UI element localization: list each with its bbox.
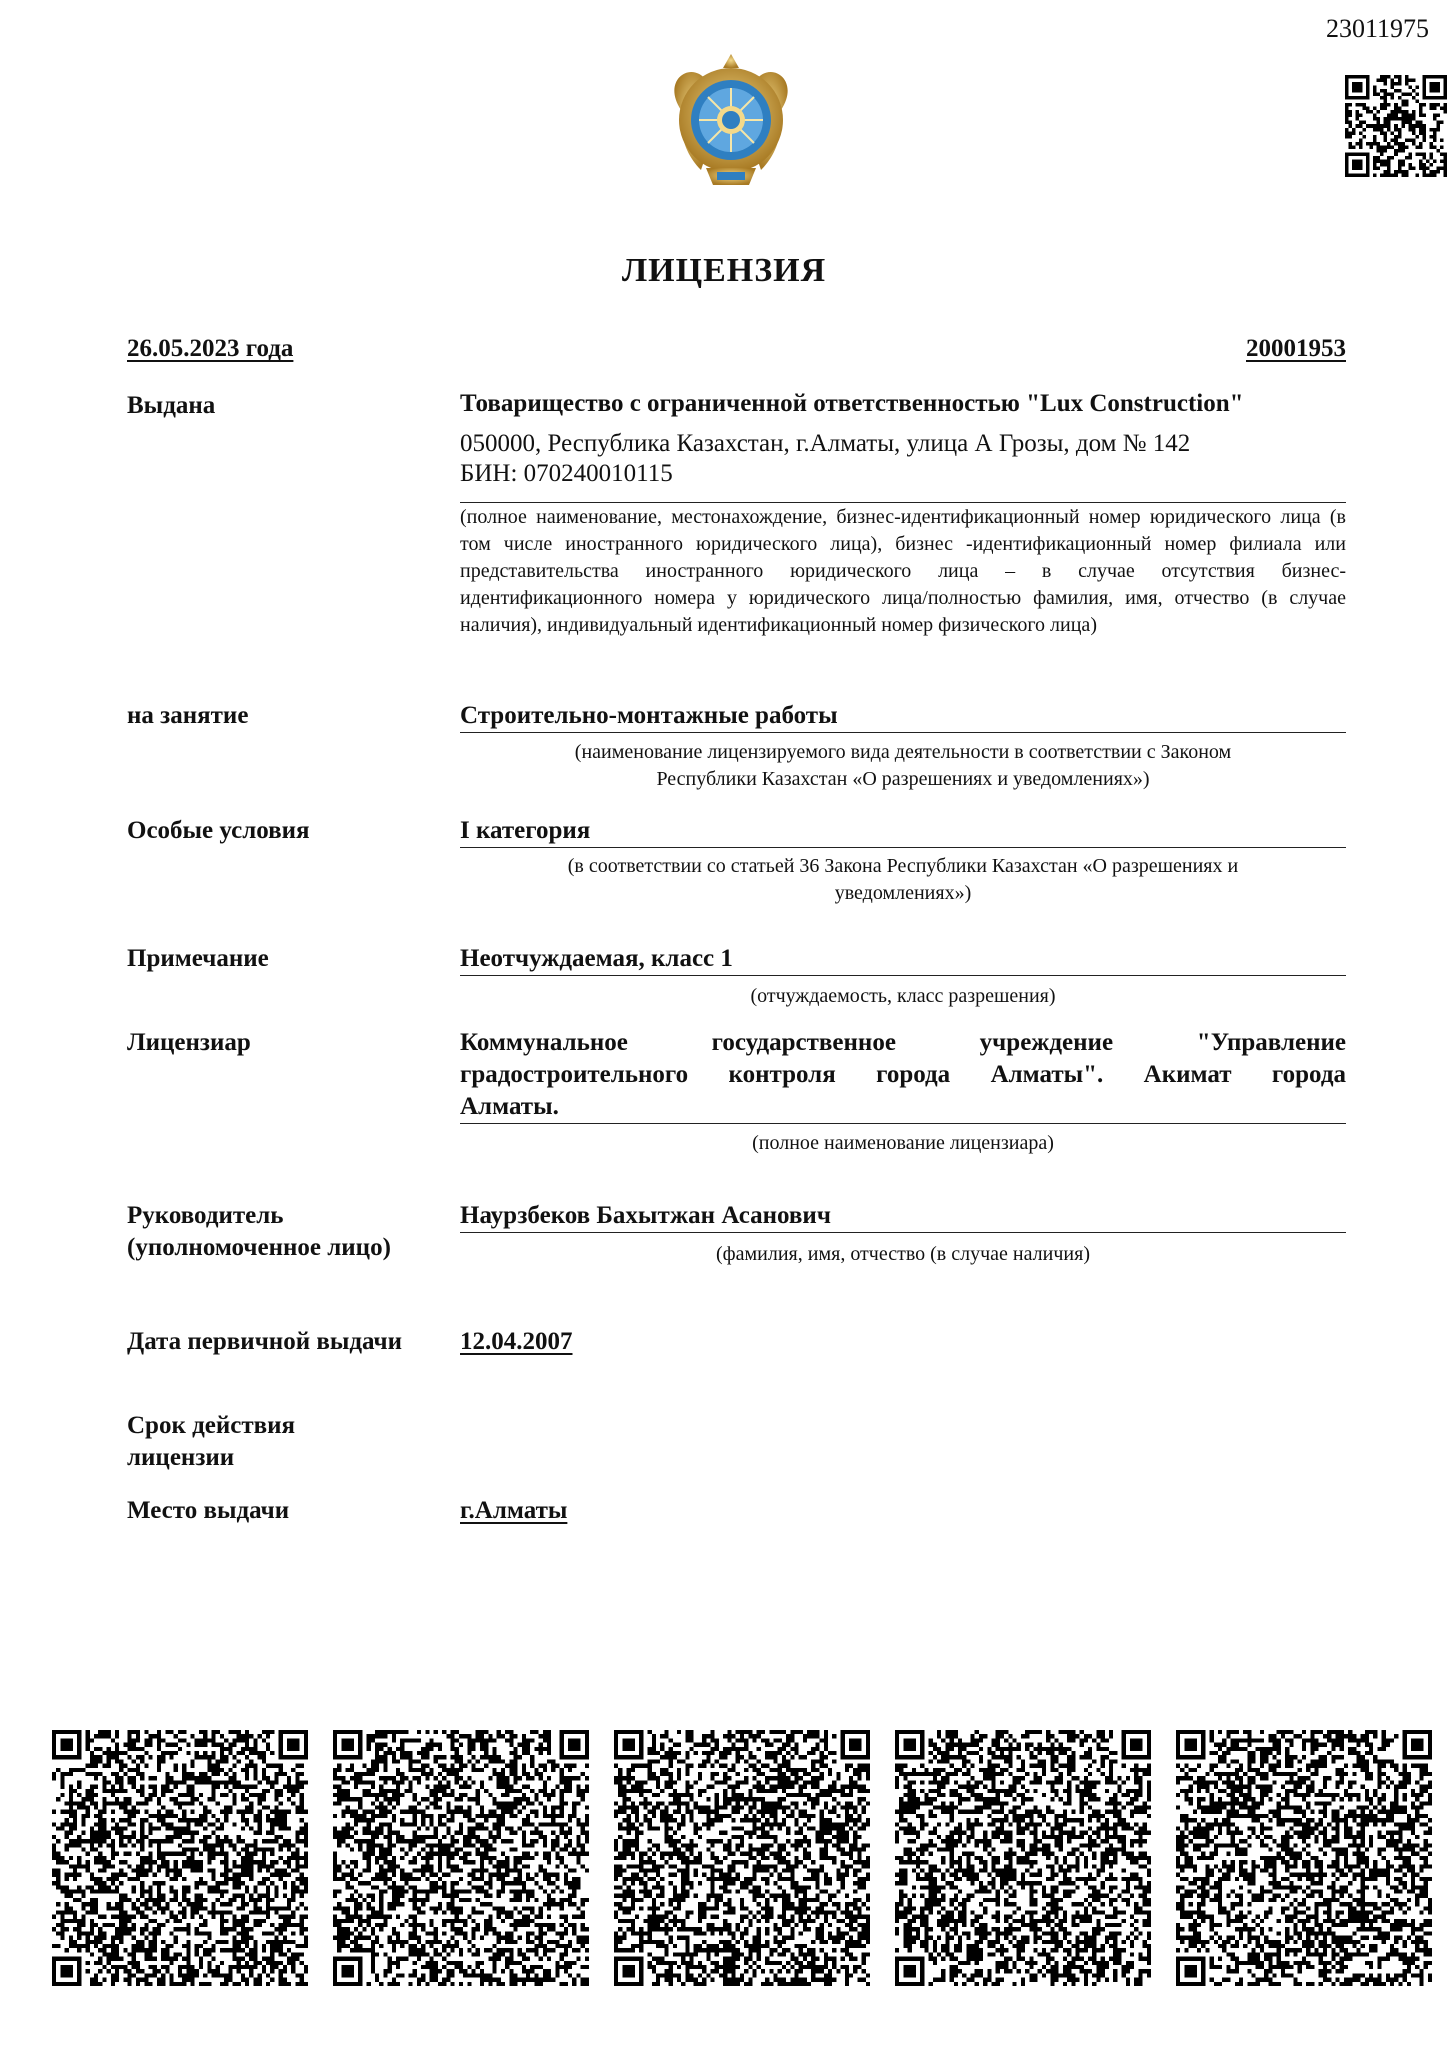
issued-to-label: Выдана bbox=[127, 392, 216, 419]
issued-to-rule bbox=[460, 502, 1346, 503]
document-title: ЛИЦЕНЗИЯ bbox=[621, 252, 827, 289]
validity-label-2: лицензии bbox=[127, 1444, 235, 1471]
place-value: г.Алматы bbox=[460, 1497, 568, 1524]
activity-label: на занятие bbox=[127, 702, 249, 729]
head-hint: (фамилия, имя, отчество (в случае наличия) bbox=[716, 1243, 1090, 1265]
activity-hint-2: Республики Казахстан «О разрешениях и уведомлениях») bbox=[656, 768, 1150, 790]
head-value: Наурзбеков Бахытжан Асанович bbox=[460, 1200, 1346, 1233]
note-value: Неотчуждаемая, класс 1 bbox=[460, 943, 1346, 976]
note-hint: (отчуждаемость, класс разрешения) bbox=[750, 985, 1056, 1007]
first-issue-label: Дата первичной выдачи bbox=[127, 1328, 403, 1355]
qr-code-3 bbox=[614, 1730, 870, 1986]
conditions-hint-2: уведомлениях») bbox=[834, 882, 972, 904]
license-number: 20001953 bbox=[1246, 335, 1346, 362]
conditions-hint-1: (в соответствии со статьей 36 Закона Республики Казахстан «О разрешениях и bbox=[567, 855, 1239, 877]
issued-to-bin: БИН: 070240010115 bbox=[460, 460, 673, 487]
note-label: Примечание bbox=[127, 945, 269, 972]
licensor-hint: (полное наименование лицензиара) bbox=[752, 1132, 1054, 1154]
licensor-label: Лицензиар bbox=[127, 1029, 251, 1056]
head-label-1: Руководитель bbox=[127, 1202, 284, 1229]
activity-hint-1: (наименование лицензируемого вида деятельности в соответствии с Законом bbox=[574, 741, 1232, 763]
licensor-line-2: градостроительного контроля города Алматы". Акимат города bbox=[460, 1061, 1346, 1088]
first-issue-value: 12.04.2007 bbox=[460, 1328, 573, 1355]
place-label: Место выдачи bbox=[127, 1497, 290, 1524]
issued-to-name: Товарищество с ограниченной ответственностью "Lux Construction" bbox=[460, 390, 1244, 417]
issue-date: 26.05.2023 года bbox=[127, 335, 294, 362]
qr-code-4 bbox=[895, 1730, 1151, 1986]
document-id: 23011975 bbox=[1325, 14, 1429, 43]
conditions-value: I категория bbox=[460, 815, 1346, 848]
conditions-label: Особые условия bbox=[127, 817, 310, 844]
qr-code-1 bbox=[52, 1730, 308, 1986]
licensor-line-3: Алматы. bbox=[460, 1091, 1346, 1124]
qr-code-top bbox=[1345, 75, 1447, 177]
qr-code-2 bbox=[333, 1730, 589, 1986]
validity-label-1: Срок действия bbox=[127, 1412, 296, 1439]
activity-value: Строительно-монтажные работы bbox=[460, 700, 1346, 733]
qr-code-5 bbox=[1176, 1730, 1432, 1986]
state-emblem bbox=[651, 40, 811, 200]
issued-to-hint: (полное наименование, местонахождение, бизнес-идентификационный номер юридического лица (в том числе иностранного юридического лица), бизнес -идентификационный номер филиала или представительства иностранного юридического лица – в случае отсутствия бизнес-идентификационного номера у юридического лица/полностью фамилия, имя, отчество (в случае наличия), индивидуальный идентификационный номер физического лица) bbox=[460, 506, 1346, 636]
issued-to-address: 050000, Республика Казахстан, г.Алматы, улица А Грозы, дом № 142 bbox=[460, 430, 1191, 457]
head-label-2: (уполномоченное лицо) bbox=[127, 1234, 391, 1261]
licensor-line-1: Коммунальное государственное учреждение "Управление bbox=[460, 1029, 1346, 1056]
